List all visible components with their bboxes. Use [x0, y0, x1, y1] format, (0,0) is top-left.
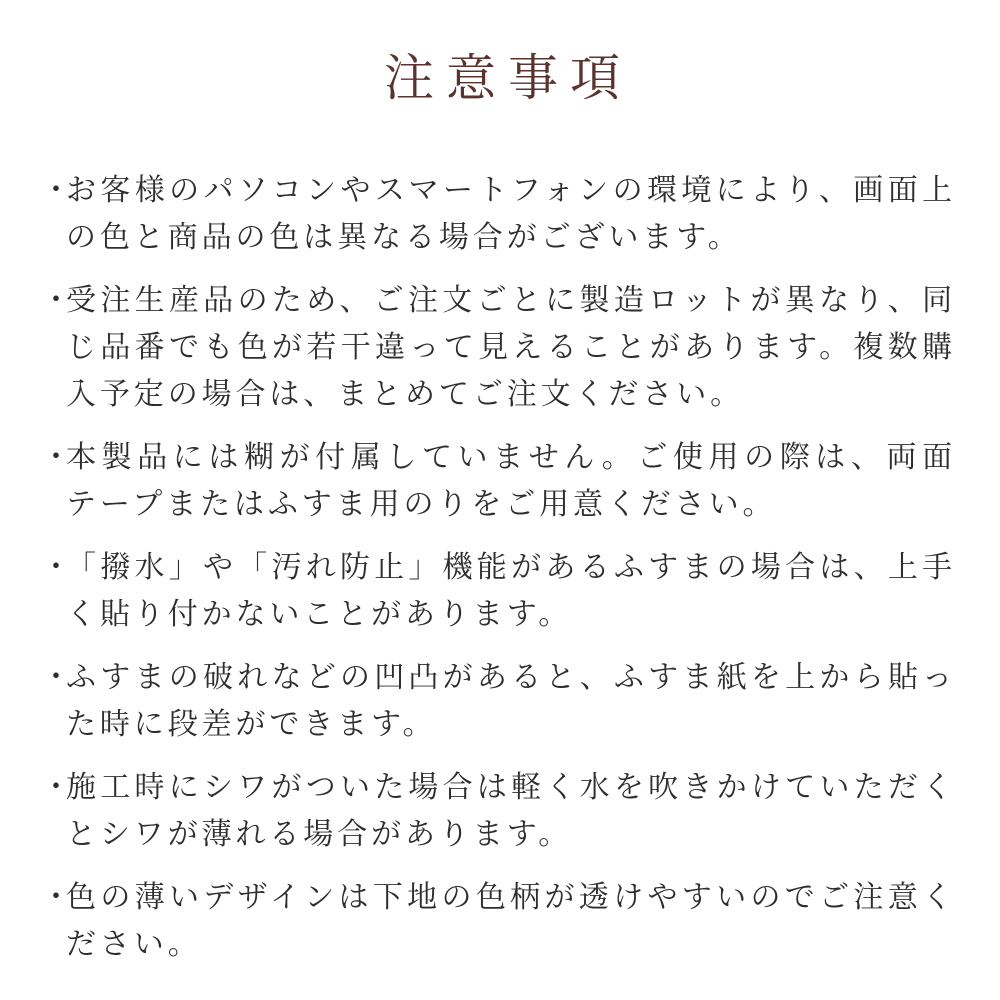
note-item	[41, 434, 956, 528]
note-text: 受注生産品のため、ご注文ごとに製造ロットが異なり、同じ品番でも色が若干違って見えることがあります。複数購入予定の場合は、まとめてご注文ください。	[66, 284, 956, 411]
note-text: 本製品には糊が付属していません。ご使用の際は、両面テープまたはふすま用のりをご用意ください。	[66, 441, 956, 521]
bullet-marker: ・	[41, 174, 75, 207]
notes-list	[41, 167, 956, 968]
note-item	[41, 167, 956, 261]
note-item	[41, 764, 956, 858]
note-item	[41, 544, 956, 638]
bullet-marker: ・	[41, 661, 75, 694]
page-title	[48, 46, 956, 111]
note-text: お客様のパソコンやスマートフォンの環境により、画面上の色と商品の色は異なる場合がございます。	[66, 174, 956, 254]
bullet-marker: ・	[41, 441, 75, 474]
note-text: 色の薄いデザインは下地の色柄が透けやすいのでご注意ください。	[66, 881, 956, 961]
note-text: 「撥水」や「汚れ防止」機能があるふすまの場合は、上手く貼り付かないことがあります。	[66, 551, 956, 631]
note-item	[41, 874, 956, 968]
note-item	[41, 654, 956, 748]
bullet-marker: ・	[41, 771, 75, 804]
bullet-marker: ・	[41, 551, 75, 584]
note-text: ふすまの破れなどの凹凸があると、ふすま紙を上から貼った時に段差ができます。	[66, 661, 956, 741]
page-title-text: 注意事項	[384, 50, 632, 106]
note-item	[41, 277, 956, 418]
note-text: 施工時にシワがついた場合は軽く水を吹きかけていただくとシワが薄れる場合があります。	[66, 771, 956, 851]
bullet-marker: ・	[41, 881, 75, 914]
bullet-marker: ・	[41, 284, 75, 317]
